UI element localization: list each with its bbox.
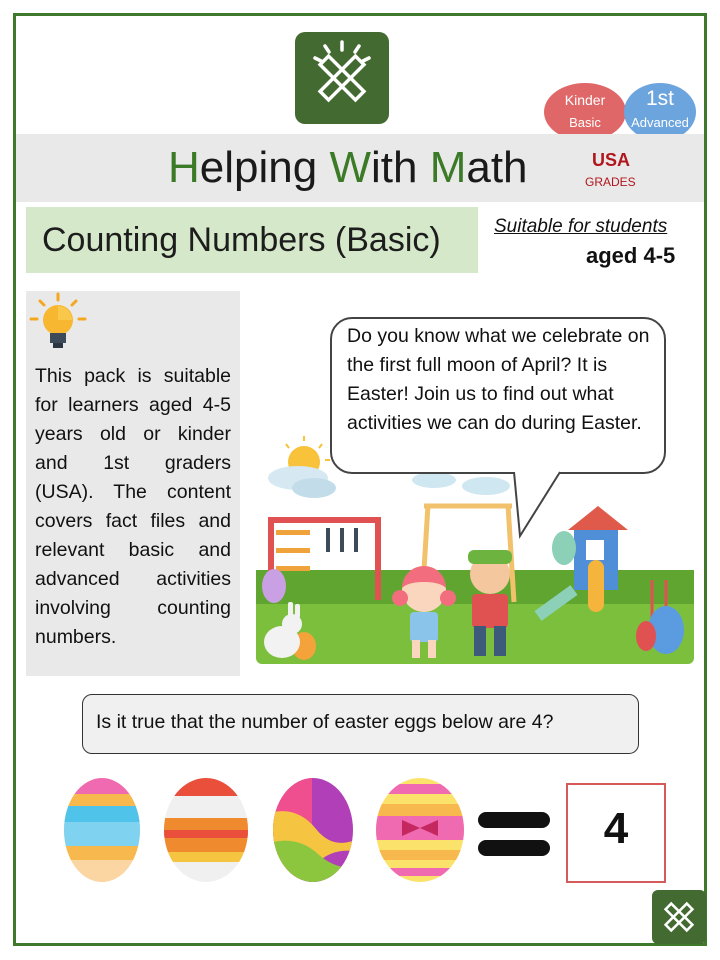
easter-egg-icon [156,774,266,886]
easter-egg-icon [366,774,466,886]
basic-label: Basic [569,115,601,130]
easter-egg-icon [56,774,156,886]
grades-label: GRADES [585,175,636,189]
title-part: ith [370,143,430,192]
question-text: Is it true that the number of easter eggs below are 4? [96,711,554,733]
title-part: W [329,143,371,192]
easter-egg-icon [266,774,366,886]
speech-bubble-tail [510,470,570,540]
first-advanced-badge [624,83,696,141]
kinder-label: Kinder [564,92,606,108]
age-label: aged 4-5 [586,243,676,268]
country-label: USA [592,150,631,170]
info-description: This pack is suitable for learners aged 4-5 years old or kinder and 1st graders (USA). The content covers fact files and relevant basic and advanced activities involving counting numbers. [35,365,231,648]
title-part: H [168,143,200,192]
speech-text: Do you know what we celebrate on the first full moon of April? It is Easter! Join us to find out what activities we can do during Easter. [347,325,650,434]
first-label: 1st [645,87,674,110]
kinder-basic-badge [544,83,626,141]
topic-title: Counting Numbers (Basic) [42,221,441,259]
equals-sign-bottom [478,840,550,856]
lightbulb-icon [28,292,88,359]
equals-sign-top [478,812,550,828]
answer-value: 4 [603,804,629,853]
title-part: ath [466,143,528,192]
title-part: M [429,143,467,192]
logo-icon [295,32,389,124]
title-part: elping [199,143,330,192]
suitable-label: Suitable for students [494,216,668,237]
easter-eggs-row [56,774,466,886]
logo-small-icon [652,890,706,944]
advanced-label: Advanced [631,115,689,130]
